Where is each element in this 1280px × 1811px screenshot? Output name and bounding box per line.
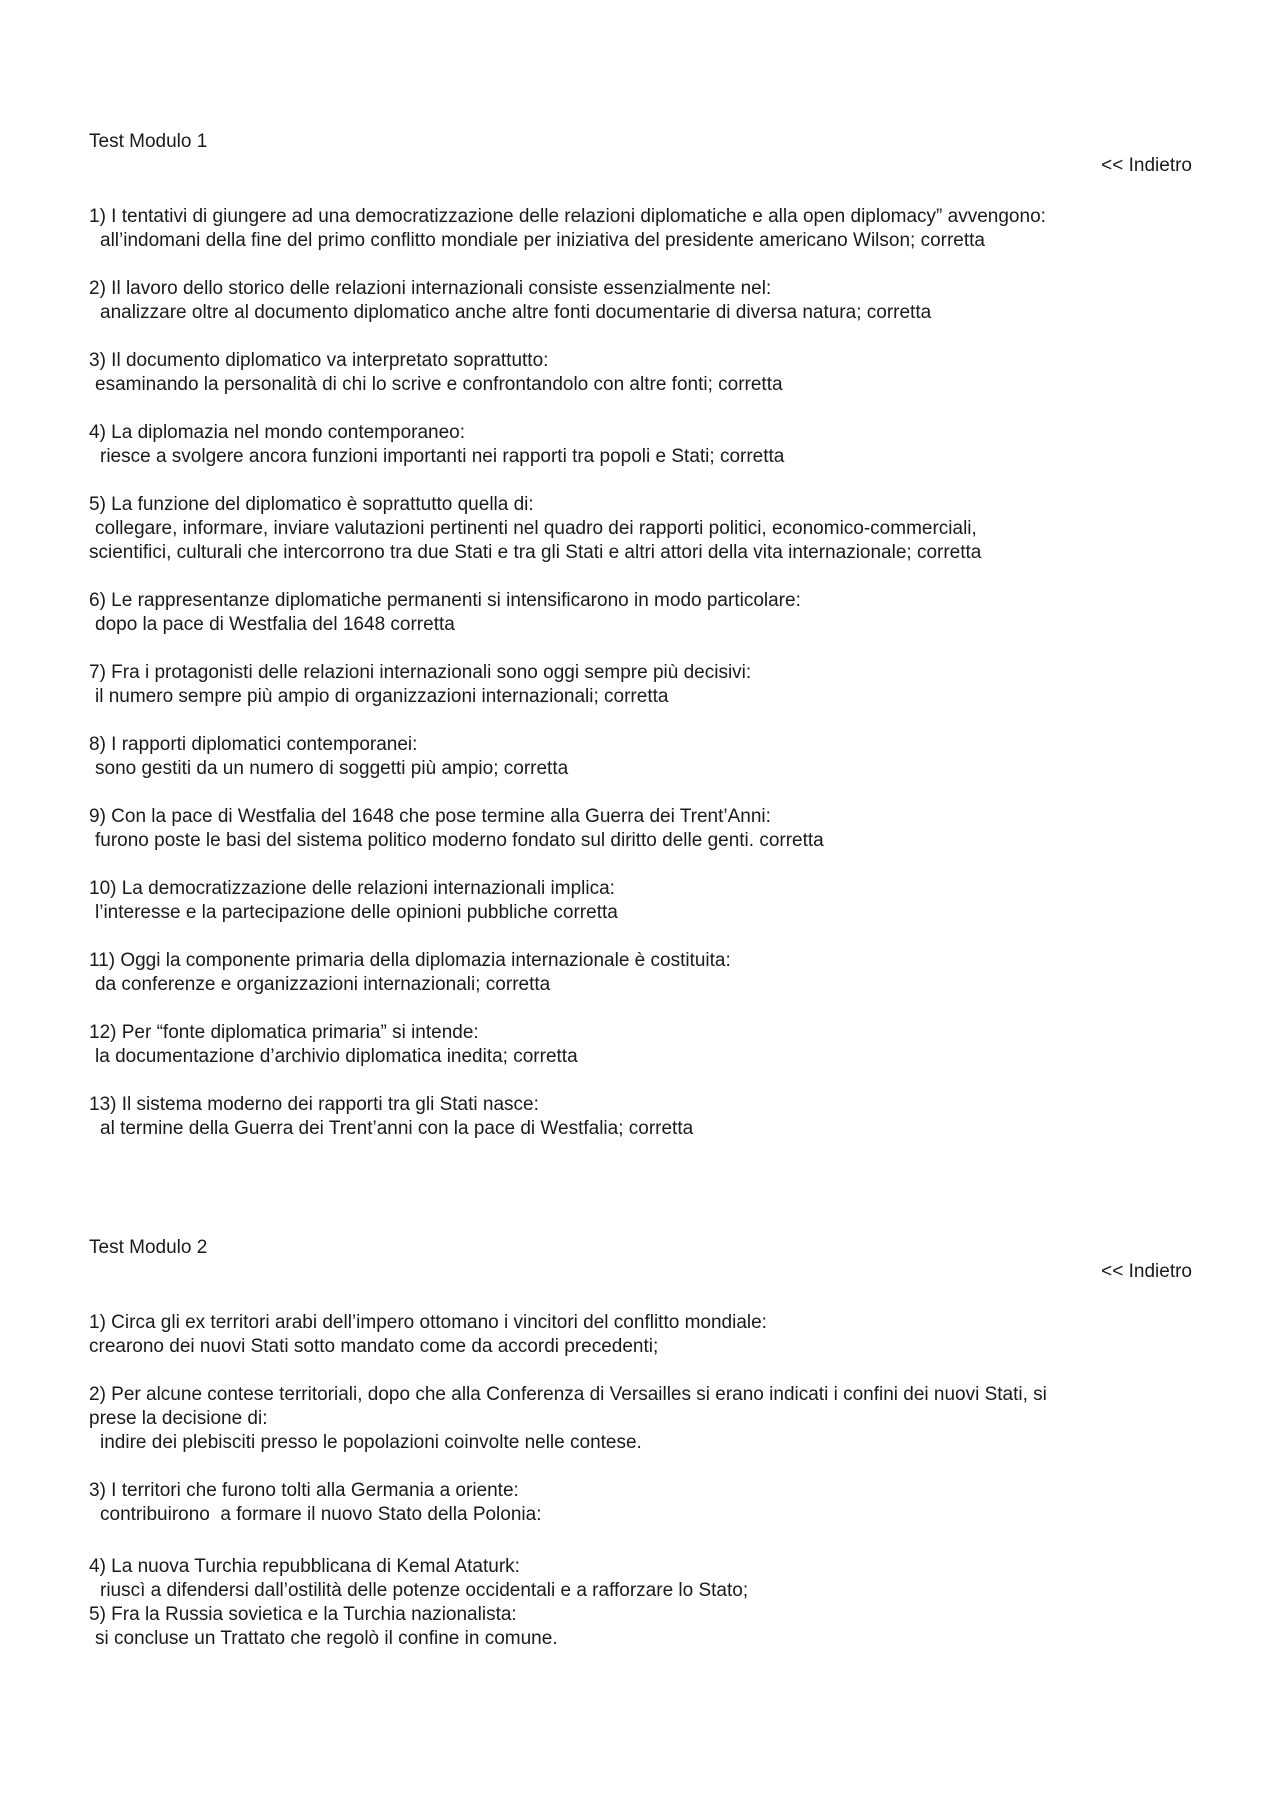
question-item	[89, 349, 1189, 397]
question-item	[89, 733, 1189, 781]
question-item	[89, 661, 1189, 709]
question-item	[89, 277, 1189, 325]
question-text: 9) Con la pace di Westfalia del 1648 che pose termine alla Guerra dei Trent’Anni:	[89, 806, 771, 827]
question-text: 8) I rapporti diplomatici contemporanei:	[89, 734, 418, 755]
answer-text: sono gestiti da un numero di soggetti più ampio; corretta	[95, 758, 569, 779]
question-text: 4) La nuova Turchia repubblicana di Kemal Ataturk:	[89, 1556, 520, 1577]
question-text: 1) Circa gli ex territori arabi dell’impero ottomano i vincitori del conflitto mondiale:	[89, 1312, 767, 1333]
answer-text: crearono dei nuovi Stati sotto mandato come da accordi precedenti;	[89, 1336, 659, 1357]
answer-text: all’indomani della fine del primo conflitto mondiale per iniziativa del presidente americano Wilson; corretta	[100, 230, 986, 251]
answer-text: esaminando la personalità di chi lo scrive e confrontandolo con altre fonti; corretta	[95, 374, 783, 395]
question-list	[89, 205, 1189, 1165]
answer-text: dopo la pace di Westfalia del 1648 corretta	[95, 614, 455, 635]
question-item	[89, 1383, 1189, 1455]
answer-text: riuscì a difendersi dall’ostilità delle potenze occidentali e a rafforzare lo Stato;	[100, 1580, 749, 1601]
question-item	[89, 1093, 1189, 1141]
back-link[interactable]: << Indietro	[1101, 1261, 1192, 1282]
answer-text: riesce a svolgere ancora funzioni importanti nei rapporti tra popoli e Stati; corretta	[100, 446, 785, 467]
question-text: 2) Per alcune contese territoriali, dopo che alla Conferenza di Versailles si erano indicati i confini dei nuovi Stati, si	[89, 1384, 1047, 1405]
question-text: 13) Il sistema moderno dei rapporti tra gli Stati nasce:	[89, 1094, 539, 1115]
answer-text: l’interesse e la partecipazione delle opinioni pubbliche corretta	[95, 902, 618, 923]
question-text: 1) I tentativi di giungere ad una democratizzazione delle relazioni diplomatiche e alla open diplomacy” avvengono:	[89, 206, 1046, 227]
question-item	[89, 205, 1189, 253]
question-item	[89, 877, 1189, 925]
section-title: Test Modulo 1	[89, 131, 208, 152]
answer-text: furono poste le basi del sistema politico moderno fondato sul diritto delle genti. corretta	[95, 830, 824, 851]
answer-text-continued: scientifici, culturali che intercorrono tra due Stati e tra gli Stati e altri attori della vita internazionale; corretta	[89, 542, 982, 563]
question-text: 11) Oggi la componente primaria della diplomazia internazionale è costituita:	[89, 950, 731, 971]
question-text: 3) Il documento diplomatico va interpretato soprattutto:	[89, 350, 549, 371]
question-item	[89, 805, 1189, 853]
question-item	[89, 1555, 1189, 1603]
question-text: 3) I territori che furono tolti alla Germania a oriente:	[89, 1480, 519, 1501]
question-text: 6) Le rappresentanze diplomatiche permanenti si intensificarono in modo particolare:	[89, 590, 801, 611]
question-text: 12) Per “fonte diplomatica primaria” si intende:	[89, 1022, 479, 1043]
section-modulo-2	[89, 1236, 1192, 1676]
question-item	[89, 1311, 1189, 1359]
question-text: 4) La diplomazia nel mondo contemporaneo:	[89, 422, 466, 443]
section-modulo-1	[89, 130, 1192, 1170]
question-item	[89, 949, 1189, 997]
question-item	[89, 589, 1189, 637]
question-list	[89, 1311, 1189, 1651]
answer-text: contribuirono a formare il nuovo Stato della Polonia:	[100, 1504, 542, 1525]
back-link[interactable]: << Indietro	[1101, 155, 1192, 176]
question-text: 5) La funzione del diplomatico è soprattutto quella di:	[89, 494, 534, 515]
question-item	[89, 1021, 1189, 1069]
question-text: 5) Fra la Russia sovietica e la Turchia nazionalista:	[89, 1604, 517, 1625]
answer-text: collegare, informare, inviare valutazioni pertinenti nel quadro dei rapporti politici, economico-commerciali,	[95, 518, 977, 539]
question-text: 7) Fra i protagonisti delle relazioni internazionali sono oggi sempre più decisivi:	[89, 662, 752, 683]
answer-text: da conferenze e organizzazioni internazionali; corretta	[95, 974, 551, 995]
question-item	[89, 493, 1189, 565]
question-item	[89, 1603, 1189, 1651]
answer-text: si concluse un Trattato che regolò il confine in comune.	[95, 1628, 558, 1649]
answer-text: analizzare oltre al documento diplomatico anche altre fonti documentarie di diversa natura; corretta	[100, 302, 932, 323]
answer-text: il numero sempre più ampio di organizzazioni internazionali; corretta	[95, 686, 669, 707]
section-title: Test Modulo 2	[89, 1237, 208, 1258]
question-text: 2) Il lavoro dello storico delle relazioni internazionali consiste essenzialmente nel:	[89, 278, 772, 299]
answer-text: indire dei plebisciti presso le popolazioni coinvolte nelle contese.	[100, 1432, 642, 1453]
question-text-continued: prese la decisione di:	[89, 1408, 268, 1429]
question-item	[89, 421, 1189, 469]
answer-text: al termine della Guerra dei Trent’anni con la pace di Westfalia; corretta	[100, 1118, 694, 1139]
question-text: 10) La democratizzazione delle relazioni internazionali implica:	[89, 878, 615, 899]
question-item	[89, 1479, 1189, 1527]
answer-text: la documentazione d’archivio diplomatica inedita; corretta	[95, 1046, 578, 1067]
